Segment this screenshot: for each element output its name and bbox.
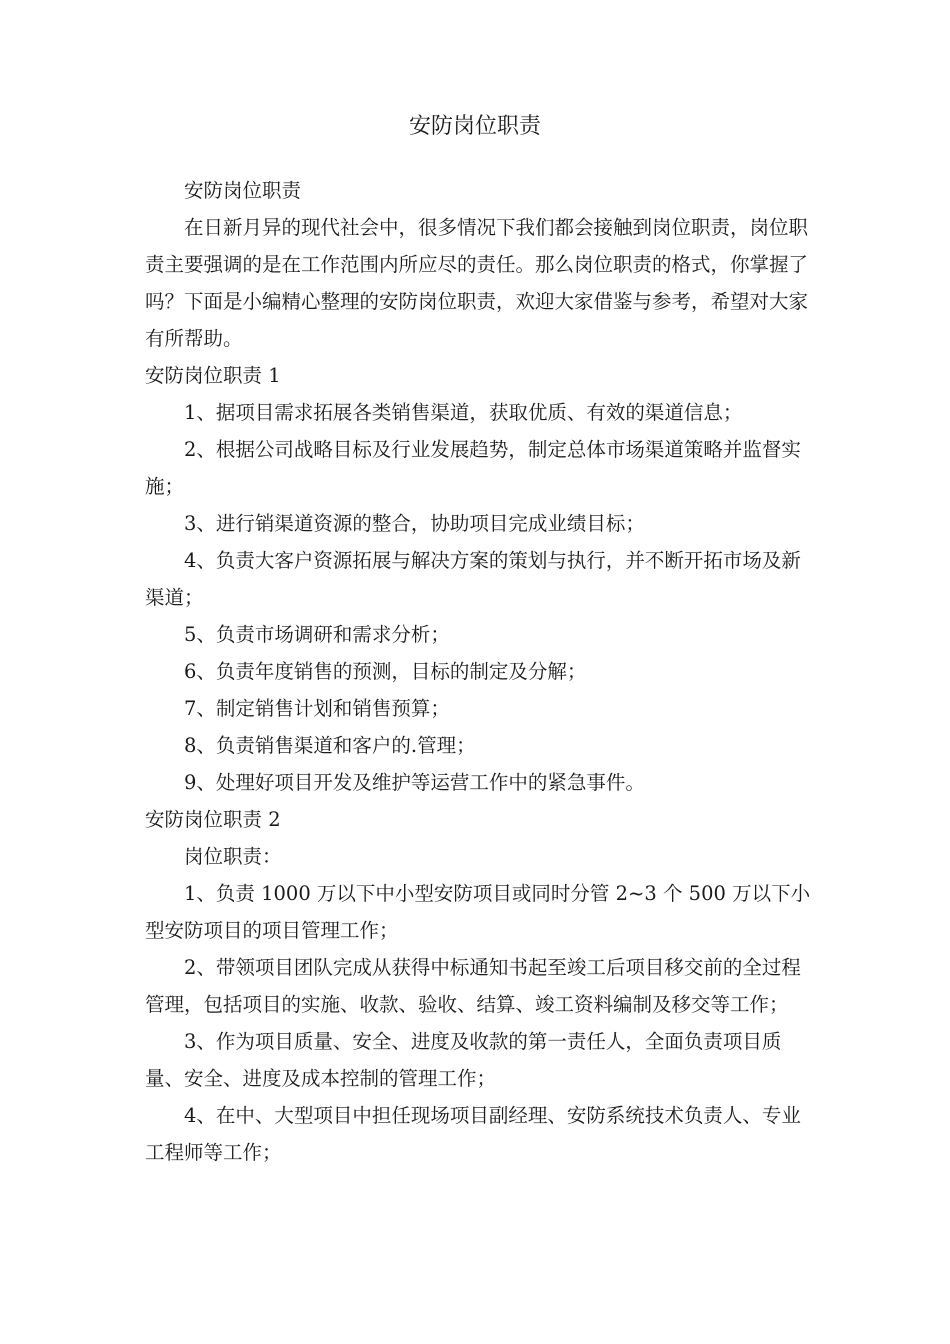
section-1-item: 8、负责销售渠道和客户的.管理； [184,734,476,757]
section-2-subheading: 岗位职责： [184,845,282,868]
section-2-item: 1、负责 1000 万以下中小型安防项目或同时分管 2~3 个 500 万以下小型安防项目的项目管理工作； [145,882,811,942]
section-1-item: 9、处理好项目开发及维护等运营工作中的紧急事件。 [184,771,645,794]
section-2-heading: 安防岗位职责 2 [145,808,281,831]
section-1-item: 5、负责市场调研和需求分析； [184,623,450,646]
section-2-item: 3、作为项目质量、安全、进度及收款的第一责任人，全面负责项目质量、安全、进度及成本控制的管理工作； [145,1030,782,1090]
section-1-heading: 安防岗位职责 1 [145,364,281,387]
section-1-item: 3、进行销渠道资源的整合，协助项目完成业绩目标； [184,512,645,535]
section-2-item: 4、在中、大型项目中担任现场项目副经理、安防系统技术负责人、专业工程师等工作； [145,1104,801,1164]
section-1-item: 6、负责年度销售的预测，目标的制定及分解； [184,660,587,683]
document-body [145,172,815,1171]
document-title: 安防岗位职责 [408,114,541,139]
section-1-item: 7、制定销售计划和销售预算； [184,697,450,720]
intro-paragraph: 在日新月异的现代社会中，很多情况下我们都会接触到岗位职责，岗位职责主要强调的是在工作范围内所应尽的责任。那么岗位职责的格式，你掌握了吗？下面是小编精心整理的安防岗位职责，欢迎大家借鉴与参考，希望对大家有所帮助。 [145,216,809,350]
section-1-item: 1、据项目需求拓展各类销售渠道，获取优质、有效的渠道信息； [184,401,743,424]
section-1-item: 2、根据公司战略目标及行业发展趋势，制定总体市场渠道策略并监督实施； [145,438,801,498]
section-1-item: 4、负责大客户资源拓展与解决方案的策划与执行，并不断开拓市场及新渠道； [145,549,801,609]
section-2-item: 2、带领项目团队完成从获得中标通知书起至竣工后项目移交前的全过程管理，包括项目的实施、收款、验收、结算、竣工资料编制及移交等工作； [145,956,801,1016]
document-subtitle: 安防岗位职责 [184,179,302,202]
